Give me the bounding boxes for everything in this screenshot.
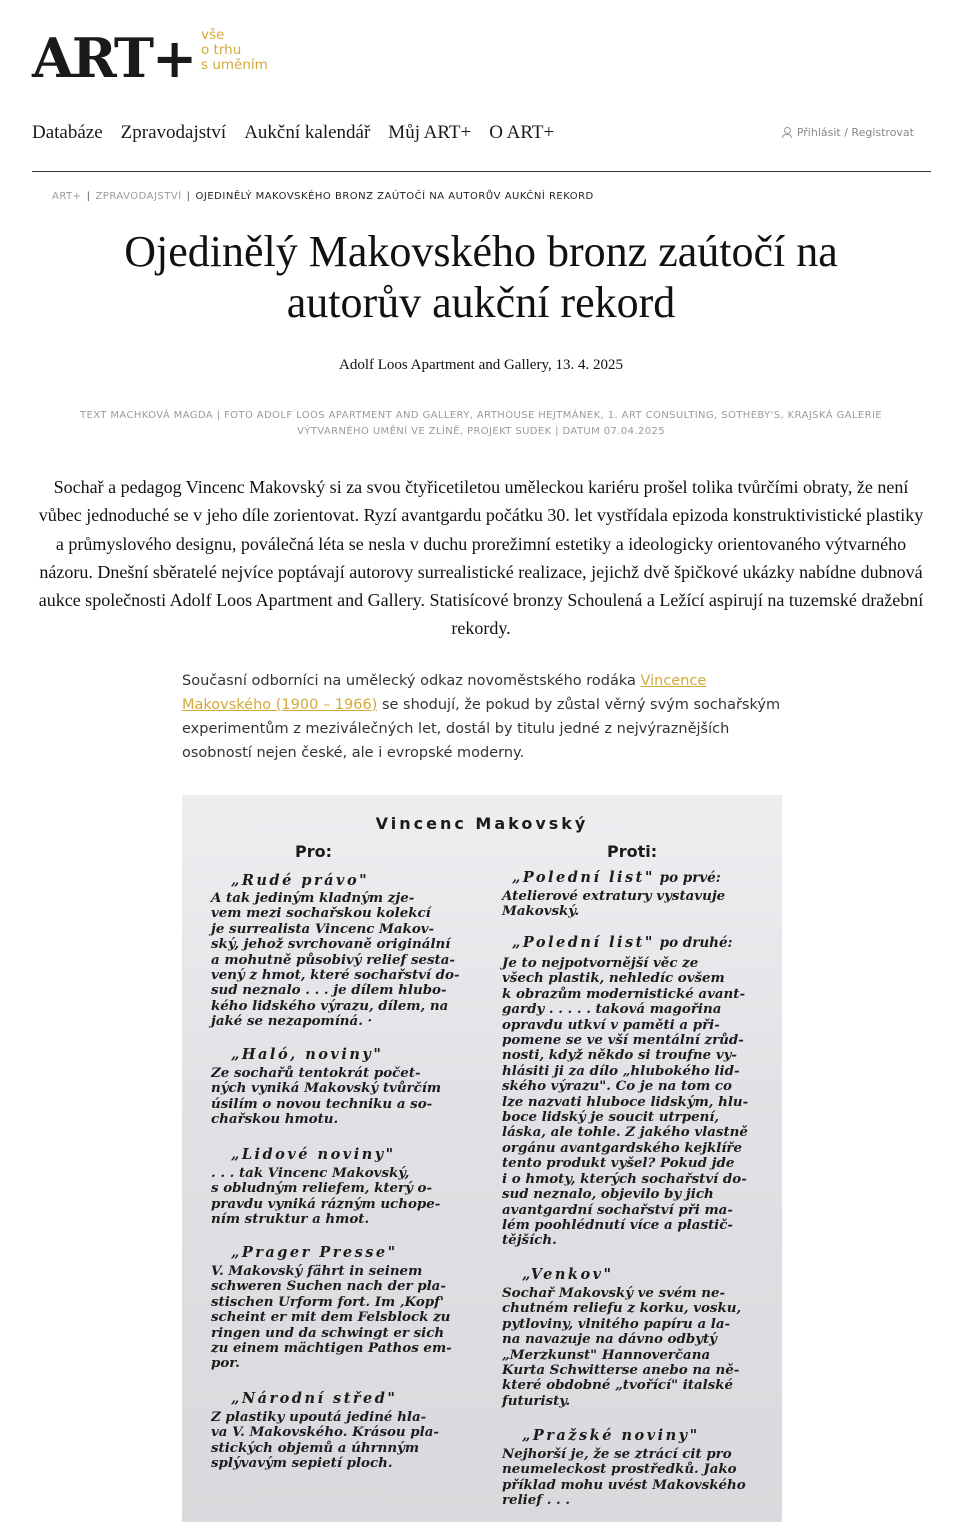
main-nav [32, 122, 572, 144]
scan-source: „Lidové noviny" [231, 1146, 396, 1163]
article-title [40, 226, 922, 328]
scan-source: „Pražské noviny" [522, 1427, 700, 1444]
scan-source [512, 870, 721, 886]
scan-quote: Atelierové extratury vystavuje Makovský. [502, 888, 726, 920]
article-title-line: autorův aukční rekord [286, 278, 676, 327]
nav-item-aukcni-kalendar[interactable]: Aukční kalendář [244, 122, 371, 143]
scan-heading: Vincenc Makovský [375, 814, 589, 833]
nav-item-muj-art[interactable]: Můj ART+ [388, 122, 472, 143]
scan-quote: Ze sochařů tentokrát počet- ných vyniká Makovský tvůrčím úsilím o novou techniku a so- chařskou hmotu. [211, 1065, 441, 1128]
article-subtitle: Adolf Loos Apartment and Gallery, 13. 4. 2025 [339, 357, 623, 373]
scan-source: „Haló, noviny" [231, 1046, 384, 1063]
credits-line: VÝTVARNÉHO UMĚNÍ VE ZLÍNĚ, PROJEKT SUDEK | DATUM 07.04.2025 [297, 426, 665, 437]
scan-quote: V. Makovský fährt in seinem schweren Suchen nach der pla- stischen Urform fort. Im ‚Kopf' scheint er mit dem Felsblock zu ringen und da schwingt er sich zu einem mächtigen Pathos em- por. [211, 1263, 452, 1372]
artist-link[interactable]: Vincence Makovského (1900 – 1966) [182, 673, 707, 713]
login-label: Přihlásit / Registrovat [796, 126, 914, 139]
user-icon [782, 127, 792, 138]
scan-quote: A tak jediným kladným zje- vem mezi sochařskou kolekcí je surrealista Vincenc Makov- ský, jehož svrchovaně originální a mohutně působivý relief sesta- vený z hmot, které sochařství do- sud neznalo . . . je dílem hlubo- kého lidského výrazu, dílem, na jaké se nezapomíná. · [211, 890, 460, 1030]
scan-source: „Rudé právo" [231, 872, 370, 889]
scan-source-note: po druhé: [654, 935, 733, 951]
article-credits [30, 408, 932, 440]
scan-source-note: po prvé: [654, 870, 721, 886]
article-lead: Sochař a pedagog Vincenc Makovský si za svou čtyřicetiletou uměleckou kariéru prošel tolika tvůrčími obraty, že není vůbec jednoduché se v jeho díle zorientovat. Ryzí avantgardu počátku 30. let vystřídala epizoda konstruktivistické plastiky a průmyslového designu, poválečná léta se nesla v duchu prorežimní estetiky a ideologicky orientovaného výtvarného názoru. Dnešní sběratelé nejvíce poptávají autorovy surrealistické realizace, jejichž dvě špičkové ukázky nabídne dubnová aukce společnosti Adolf Loos Apartment and Gallery. Statisícové bronzy Schoulená a Ležící aspirují na tuzemské dražební rekordy. [38, 477, 924, 639]
breadcrumb-home[interactable]: ART+ [52, 191, 82, 202]
breadcrumb-separator: | [186, 191, 191, 202]
logo-tagline-line: vše [201, 27, 225, 43]
article-paragraph [182, 669, 782, 765]
breadcrumb-section[interactable]: ZPRAVODAJSTVÍ [95, 191, 182, 202]
site-header [0, 0, 962, 172]
credits-line: TEXT MACHKOVÁ MAGDA | FOTO ADOLF LOOS APARTMENT AND GALLERY, ARTHOUSE HEJTMÁNEK, 1. ART CONSULTING, SOTHEBY'S, KRAJSKÁ GALERIE [79, 410, 883, 421]
paragraph-text: Současní odborníci na umělecký odkaz novoměstského rodáka [182, 673, 641, 689]
scan-quote: Nejhorší je, že se ztrácí cit pro neumeleckost prostředků. Jako příklad mohu uvést Makovského relief . . . [502, 1446, 746, 1509]
scan-pro-label: Pro: [295, 842, 333, 861]
scan-quote: Z plastiky upoutá jediné hla- va V. Makovského. Krásou pla- stických objemů a úhrnným splývavým sepietí ploch. [211, 1409, 439, 1472]
scan-source-name: „Polední list" [512, 934, 655, 951]
breadcrumb-current: OJEDINĚLÝ MAKOVSKÉHO BRONZ ZAÚTOČÍ NA AUTORŮV AUKČNÍ REKORD [195, 191, 594, 202]
scan-quote: Sochař Makovský ve svém ne- chutném reliefu z korku, vosku, pytloviny, vlnitého papíru a la- na navazuje na dávno odbytý „Merzkunst" Hannoverčana Kurta Schwitterse anebo na ně- které obdobné „tvořící" italské futuristy. [502, 1285, 742, 1409]
logo-tagline-line: o trhu [201, 42, 242, 58]
article-title-line: Ojedinělý Makovského bronz zaútočí na [124, 227, 838, 276]
nav-item-databaze[interactable]: Databáze [32, 122, 103, 143]
scan-quote: . . . tak Vincenc Makovský, s obludným reliefem, který o- pravdu vyniká rázným uchope- ním struktur a hmot. [211, 1165, 441, 1228]
scan-proti-label: Proti: [607, 842, 658, 861]
scan-source-name: „Polední list" [512, 869, 655, 886]
scan-source: „Venkov" [522, 1266, 614, 1283]
login-link[interactable] [782, 126, 914, 139]
newspaper-scan-image [182, 795, 782, 1522]
logo-tagline [201, 28, 321, 73]
nav-item-zpravodajstvi[interactable]: Zpravodajství [120, 122, 227, 143]
header-divider [32, 171, 931, 172]
scan-source: „Národní střed" [231, 1390, 398, 1407]
breadcrumb [52, 191, 594, 202]
scan-source [512, 935, 733, 951]
logo-tagline-line: s uměním [201, 57, 268, 73]
logo-mark: ART+ [32, 26, 196, 90]
breadcrumb-separator: | [86, 191, 91, 202]
scan-source: „Prager Presse" [231, 1244, 398, 1261]
scan-quote: Je to nejpotvornější věc ze všech plastik, nehledíc ovšem k obrazům modernistické avant- gardy . . . . . taková magořina opravdu utkví v paměti a při- pomene se ve vší mentální zrůd- nosti, když někdo si troufne vy- hlásiti ji za dílo „hlubokého lid- ského výrazu". Co je na tom co lze nazvati hluboce lidským, hlu- boce lidský je soucit utrpení, láska, ale tohle. Z jakého vlastně orgánu avantgardského kejklíře tento produkt vyšel? Pokud jde i o hmoty, kterých sochařství do- sud neznalo, objevilo by jich avantgardní sochařství při ma- lém poohlédnutí více a plastič- tějších. [502, 955, 749, 1249]
paragraph-text: se shodují, že pokud by zůstal věrný svým sochařským experimentům z meziválečných let, dostál by titulu jedné z nejvýraznějších osobností nejen české, ale i evropské moderny. [182, 697, 781, 761]
nav-item-o-art[interactable]: O ART+ [489, 122, 555, 143]
